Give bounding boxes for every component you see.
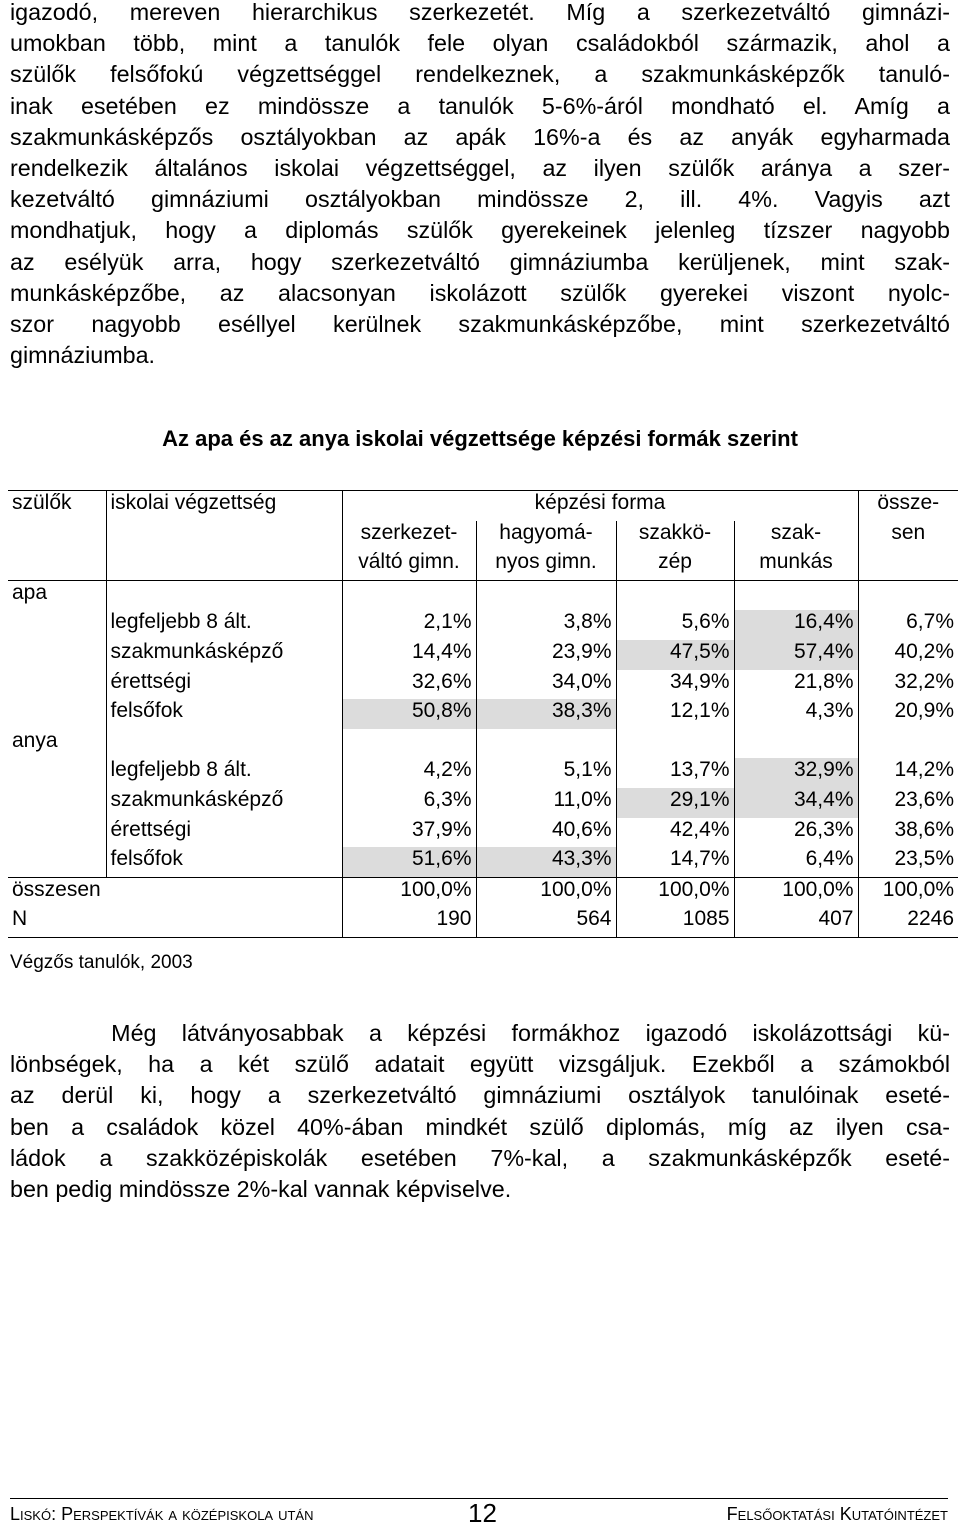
header-col4-2: munkás: [734, 550, 858, 580]
empty-cell: [342, 729, 476, 759]
value-cell: 34,9%: [616, 670, 734, 700]
table-title: Az apa és az anya iskolai végzettsége képzési formák szerint: [162, 426, 798, 451]
row-label: szakmunkásképző: [106, 640, 342, 670]
table-source: Végzős tanulók, 2003: [10, 952, 193, 973]
empty-cell: [476, 580, 616, 610]
group-label: apa: [12, 580, 48, 604]
empty-cell: [8, 640, 106, 670]
value-cell: 38,6%: [858, 818, 958, 848]
value-cell: 47,5%: [616, 640, 734, 670]
value-cell: 6,7%: [858, 610, 958, 640]
empty-cell: [106, 580, 342, 610]
header-col2-2: nyos gimn.: [476, 550, 616, 580]
value-cell: 51,6%: [342, 847, 476, 877]
n-label: N: [8, 907, 342, 937]
empty-cell: [858, 729, 958, 759]
value-cell: 50,8%: [342, 699, 476, 729]
intro-paragraph-line: inak esetében ez mindössze a tanulók 5-6%-áról mondható el. Amíg a: [10, 92, 950, 119]
education-table: [8, 490, 958, 938]
intro-paragraph-line: szor nagyobb eséllyel kerülnek szakmunkásképzőbe, mint szerkezetváltó: [10, 311, 950, 338]
intro-paragraph-line: mondhatjuk, hogy a diplomás szülők gyerekeinek jelenleg tízszer nagyobb: [10, 217, 950, 244]
header-col1-2: váltó gimn.: [342, 550, 476, 580]
value-cell: 5,1%: [476, 758, 616, 788]
empty-cell: [8, 699, 106, 729]
closing-paragraph-line: ben a családok közel 40%-ában mindkét szülő diplomás, míg az ilyen csa-: [10, 1113, 950, 1140]
table-row: [8, 818, 958, 848]
table-row: [8, 758, 958, 788]
total-value: 100,0%: [476, 877, 616, 907]
row-label: legfeljebb 8 ált.: [106, 758, 342, 788]
total-label: összesen: [8, 877, 342, 907]
header-col4-1: szak-: [734, 521, 858, 551]
row-label: legfeljebb 8 ált.: [106, 610, 342, 640]
header-total-1: össze-: [858, 491, 958, 521]
intro-paragraph-line: szakmunkásképzős osztályokban az apák 16%-a és az anyák egyharmada: [10, 123, 950, 150]
empty-cell: [8, 758, 106, 788]
page-number: 12: [468, 1498, 497, 1528]
empty-cell: [476, 729, 616, 759]
closing-paragraph-line: ládok a szakközépiskolák esetében 7%-kal, a szakmunkásképzők eseté-: [10, 1144, 950, 1171]
value-cell: 11,0%: [476, 788, 616, 818]
intro-paragraph: [10, 0, 950, 371]
n-value: 407: [734, 907, 858, 937]
empty-cell: [734, 580, 858, 610]
empty-cell: [106, 729, 342, 759]
value-cell: 29,1%: [616, 788, 734, 818]
value-cell: 16,4%: [734, 610, 858, 640]
closing-paragraph: [10, 1018, 950, 1205]
value-cell: 21,8%: [734, 670, 858, 700]
footer-left: Liskó: Perspektívák a középiskola után: [10, 1504, 314, 1524]
row-label: érettségi: [106, 670, 342, 700]
total-value: 100,0%: [616, 877, 734, 907]
value-cell: 38,3%: [476, 699, 616, 729]
group-label: anya: [12, 728, 58, 752]
closing-paragraph-line: Még látványosabbak a képzési formákhoz igazodó iskolázottsági kü-: [10, 1020, 950, 1046]
value-cell: 40,6%: [476, 818, 616, 848]
intro-paragraph-line: gimnáziumba.: [10, 342, 156, 369]
empty-cell: [734, 729, 858, 759]
header-col1-1: szerkezet-: [342, 521, 476, 551]
footer-right: Felsőoktatási Kutatóintézet: [726, 1504, 948, 1524]
closing-paragraph-line: az derül ki, hogy a szerkezetváltó gimnáziumi osztályok tanulóinak eseté-: [10, 1082, 950, 1109]
value-cell: 43,3%: [476, 847, 616, 877]
value-cell: 23,9%: [476, 640, 616, 670]
page-footer: [10, 1500, 948, 1528]
intro-paragraph-line: rendelkezik általános iskolai végzettséggel, az ilyen szülők aránya a szer-: [10, 155, 950, 182]
empty-cell: [8, 788, 106, 818]
value-cell: 37,9%: [342, 818, 476, 848]
group-row: [8, 580, 958, 610]
row-label: felsőfok: [106, 847, 342, 877]
value-cell: 2,1%: [342, 610, 476, 640]
value-cell: 6,3%: [342, 788, 476, 818]
value-cell: 34,4%: [734, 788, 858, 818]
intro-paragraph-line: umokban több, mint a tanulók fele olyan családokból származik, ahol a: [10, 30, 950, 57]
row-label: érettségi: [106, 818, 342, 848]
n-value: 190: [342, 907, 476, 937]
n-value: 1085: [616, 907, 734, 937]
intro-paragraph-line: munkásképzőbe, az alacsonyan iskolázott szülők gyerekei viszont nyolc-: [10, 279, 950, 306]
value-cell: 32,6%: [342, 670, 476, 700]
header-col3-1: szakkö-: [616, 521, 734, 551]
header-parents: szülők: [8, 491, 106, 521]
header-col3-2: zép: [616, 550, 734, 580]
header-training-form: képzési forma: [342, 491, 858, 521]
value-cell: 4,3%: [734, 699, 858, 729]
empty-cell: [8, 818, 106, 848]
value-cell: 4,2%: [342, 758, 476, 788]
table-row: [8, 640, 958, 670]
closing-paragraph-line: ben pedig mindössze 2%-kal vannak képviselve.: [10, 1176, 512, 1203]
empty-cell: [8, 610, 106, 640]
empty-cell: [616, 580, 734, 610]
value-cell: 12,1%: [616, 699, 734, 729]
value-cell: 23,6%: [858, 788, 958, 818]
intro-paragraph-line: kezetváltó gimnáziumi osztályokban mindössze 2, ill. 4%. Vagyis azt: [10, 186, 950, 213]
n-value: 564: [476, 907, 616, 937]
intro-paragraph-line: igazodó, mereven hierarchikus szerkezetét. Míg a szerkezetváltó gimnázi-: [10, 0, 950, 25]
total-value: 100,0%: [342, 877, 476, 907]
value-cell: 26,3%: [734, 818, 858, 848]
empty-cell: [8, 670, 106, 700]
header-total-2: sen: [858, 521, 958, 551]
table-row: [8, 699, 958, 729]
table-row: [8, 847, 958, 877]
empty-cell: [858, 580, 958, 610]
total-value: 100,0%: [734, 877, 858, 907]
value-cell: 42,4%: [616, 818, 734, 848]
empty-cell: [8, 847, 106, 877]
table-row: [8, 670, 958, 700]
header-education: iskolai végzettség: [106, 491, 342, 521]
value-cell: 6,4%: [734, 847, 858, 877]
value-cell: 57,4%: [734, 640, 858, 670]
intro-paragraph-line: szülők felsőfokú végzettséggel rendelkeznek, a szakmunkásképzők tanuló-: [10, 61, 950, 88]
value-cell: 20,9%: [858, 699, 958, 729]
value-cell: 32,9%: [734, 758, 858, 788]
closing-paragraph-line: lönbségek, ha a két szülő adatait együtt vizsgáljuk. Ezekből a számokból: [10, 1051, 950, 1078]
value-cell: 14,2%: [858, 758, 958, 788]
value-cell: 32,2%: [858, 670, 958, 700]
table-row: [8, 610, 958, 640]
value-cell: 40,2%: [858, 640, 958, 670]
value-cell: 3,8%: [476, 610, 616, 640]
empty-cell: [616, 729, 734, 759]
total-row: [8, 877, 958, 907]
value-cell: 13,7%: [616, 758, 734, 788]
value-cell: 23,5%: [858, 847, 958, 877]
value-cell: 14,4%: [342, 640, 476, 670]
value-cell: 5,6%: [616, 610, 734, 640]
n-value: 2246: [858, 907, 958, 937]
intro-paragraph-line: az esélyük arra, hogy szerkezetváltó gimnáziumba kerüljenek, mint szak-: [10, 248, 950, 275]
header-col2-1: hagyomá-: [476, 521, 616, 551]
empty-cell: [342, 580, 476, 610]
table-row: [8, 788, 958, 818]
row-label: felsőfok: [106, 699, 342, 729]
n-row: [8, 907, 958, 937]
value-cell: 14,7%: [616, 847, 734, 877]
group-row: [8, 729, 958, 759]
total-value: 100,0%: [858, 877, 958, 907]
row-label: szakmunkásképző: [106, 788, 342, 818]
value-cell: 34,0%: [476, 670, 616, 700]
